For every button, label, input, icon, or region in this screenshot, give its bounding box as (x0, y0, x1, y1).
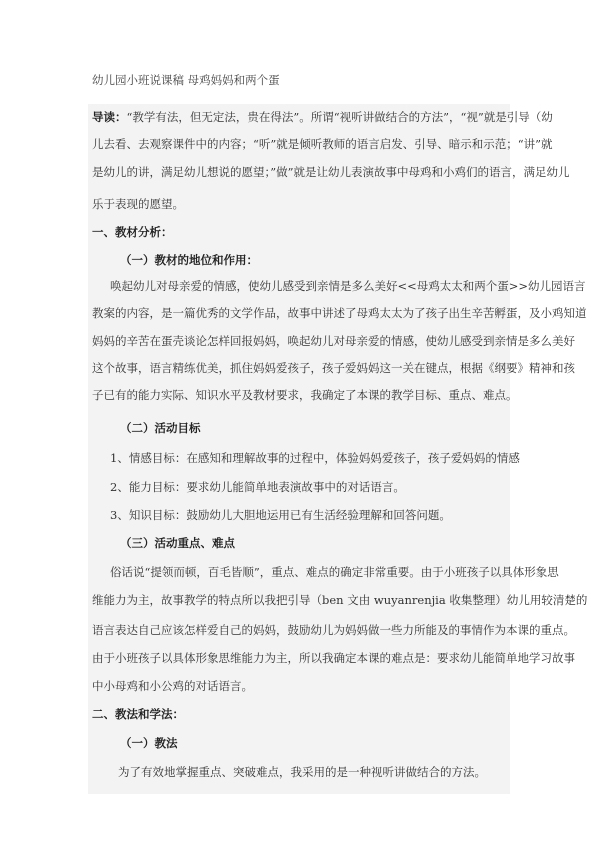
intro-line: 是幼儿的讲，满足幼儿想说的愿望；”做”就是让幼儿表演故事中母鸡和小鸡们的语言，满足幼儿 (92, 165, 570, 179)
paragraph-line: 由于小班孩子以具体形象思维能力为主，所以我确定本课的难点是：要求幼儿能简单地学习故事 (92, 651, 575, 665)
subsection-heading: （三）活动重点、难点 (120, 536, 235, 550)
goal-item: 2、能力目标：要求幼儿能简单地表演故事中的对话语言。 (110, 480, 405, 494)
intro-line: 导读：“教学有法，但无定法，贵在得法”。所谓“视听讲做结合的方法”，“视”就是引导（幼 (92, 110, 553, 124)
paragraph-line: 维能力为主，故事教学的特点所以我把引导（ben 文由 wuyanrenjia 收集整理）幼儿用较清楚的 (92, 593, 588, 607)
paragraph-line: 俗话说“提领而顿，百毛皆顺”，重点、难点的确定非常重要。由于小班孩子以具体形象思 (110, 565, 559, 579)
paragraph-line: 唤起幼儿对母亲爱的情感，使幼儿感受到亲情是多么美好<<母鸡太太和两个蛋>>幼儿园语言 (110, 279, 586, 293)
goal-item: 3、知识目标：鼓励幼儿大胆地运用已有生活经验理解和回答问题。 (110, 508, 451, 522)
paragraph-line: 为了有效地掌握重点、突破难点，我采用的是一种视听讲做结合的方法。 (118, 765, 486, 779)
section-heading: 二、教法和学法： (92, 707, 184, 721)
subsection-heading: （二）活动目标 (120, 421, 201, 435)
paragraph-line: 子已有的能力实际、知识水平及教材要求，我确定了本课的教学目标、重点、难点。 (92, 388, 518, 402)
subsection-heading: （一）教法 (120, 736, 178, 750)
paragraph-line: 语言表达自己应该怎样爱自己的妈妈，鼓励幼儿为妈妈做一些力所能及的事情作为本课的重点。 (92, 623, 575, 637)
document-title: 幼儿园小班说课稿 母鸡妈妈和两个蛋 (92, 73, 280, 87)
paragraph-line: 教案的内容，是一篇优秀的文学作品，故事中讲述了母鸡太太为了孩子出生辛苦孵蛋，及小鸡知道 (92, 306, 587, 320)
goal-item: 1、情感目标：在感知和理解故事的过程中，体验妈妈爱孩子，孩子爱妈妈的情感 (110, 451, 520, 465)
section-heading: 一、教材分析： (92, 225, 173, 239)
intro-line: 儿去看、去观察课件中的内容；“听”就是倾听教师的语言启发、引导、暗示和示范；“讲”就 (92, 137, 553, 151)
paragraph-line: 妈妈的辛苦在蛋壳谈论怎样回报妈妈，唤起幼儿对母亲爱的情感，使幼儿感受到亲情是多么美好 (92, 334, 575, 348)
paragraph-line: 这个故事，语言精练优美，抓住妈妈爱孩子，孩子爱妈妈这一关在键点，根据《纲要》精神和孩 (92, 361, 575, 375)
paragraph-line: 中小母鸡和小公鸡的对话语言。 (92, 679, 253, 693)
intro-line: 乐于表现的愿望。 (92, 197, 184, 211)
subsection-heading: （一）教材的地位和作用： (120, 253, 258, 267)
intro-label: 导读： (92, 110, 127, 124)
